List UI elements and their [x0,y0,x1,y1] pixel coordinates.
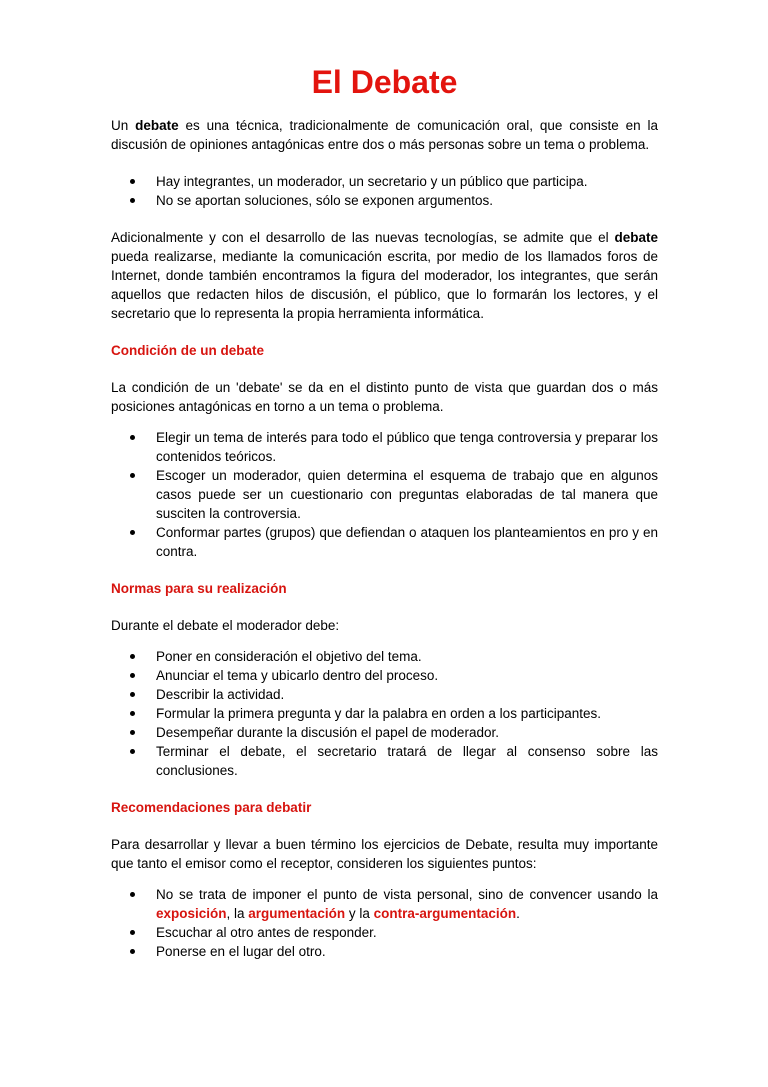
list-item: Elegir un tema de interés para todo el público que tenga controversia y preparar los contenidos teóricos. [156,430,658,464]
list-item: Escoger un moderador, quien determina el esquema de trabajo que en algunos casos puede ser un cuestionario con preguntas elaboradas de tal manera que susciten la controversia. [156,468,658,521]
list-item: Describir la actividad. [156,685,658,704]
list-item: Formular la primera pregunta y dar la palabra en orden a los participantes. [156,704,658,723]
red-term-contra-argumentacion: contra-argumentación [373,906,517,921]
section-text: La condición de un 'debate' se da en el distinto punto de vista que guardan dos o más posiciones antagónicas en torno a un tema o problema. [111,380,658,414]
red-term-argumentacion: argumentación [248,906,346,921]
section-heading-condicion: Condición de un debate [111,343,265,358]
list-item: Hay integrantes, un moderador, un secretario y un público que participa. [156,172,658,191]
normas-list [111,647,658,780]
list-item: Desempeñar durante la discusión el papel de moderador. [156,723,658,742]
paragraph-bold-term: debate [614,230,658,245]
list-item: Anunciar el tema y ubicarlo dentro del proceso. [156,666,658,685]
list-item: Ponerse en el lugar del otro. [156,942,658,961]
section-heading-recomendaciones: Recomendaciones para debatir [111,800,312,815]
section-text: Durante el debate el moderador debe: [111,618,340,633]
red-term-exposicion: exposición [156,906,227,921]
paragraph-text: Adicionalmente y con el desarrollo de las nuevas tecnologías, se admite que el [111,230,615,245]
intro-bold-term: debate [135,118,179,133]
list-item: Escuchar al otro antes de responder. [156,923,658,942]
condicion-list [111,428,658,561]
features-list [111,172,658,210]
intro-text: Un [111,118,136,133]
intro-text-rest: es una técnica, tradicionalmente de comunicación oral, que consiste en la discusión de opiniones antagónicas entre dos o más personas sobre un tema o problema. [111,118,659,152]
section-heading-normas: Normas para su realización [111,581,287,596]
intro-paragraph [111,116,658,154]
page-title: El Debate [311,64,458,100]
list-item: Conformar partes (grupos) que defiendan o ataquen los planteamientos en pro y en contra. [156,525,658,559]
list-item: No se trata de imponer el punto de vista personal, sino de convencer usando la exposición, la argumentación y la contra-argumentación. [156,887,658,921]
list-item: Terminar el debate, el secretario tratará de llegar al consenso sobre las conclusiones. [156,744,658,778]
list-item: No se aportan soluciones, sólo se exponen argumentos. [156,191,658,210]
paragraph-text-rest: pueda realizarse, mediante la comunicación escrita, por medio de los llamados foros de Internet, donde también encontramos la figura del moderador, los integrantes, que serán aquellos que redacten hilos de discusión, el público, que lo formarán los lectores, y el secretario que lo representa la propia herramienta informática. [111,249,658,321]
section-text: Para desarrollar y llevar a buen término los ejercicios de Debate, resulta muy importante que tanto el emisor como el receptor, consideren los siguientes puntos: [111,837,658,871]
recomendaciones-list [111,885,658,961]
internet-paragraph [111,228,658,323]
list-item: Poner en consideración el objetivo del tema. [156,647,658,666]
